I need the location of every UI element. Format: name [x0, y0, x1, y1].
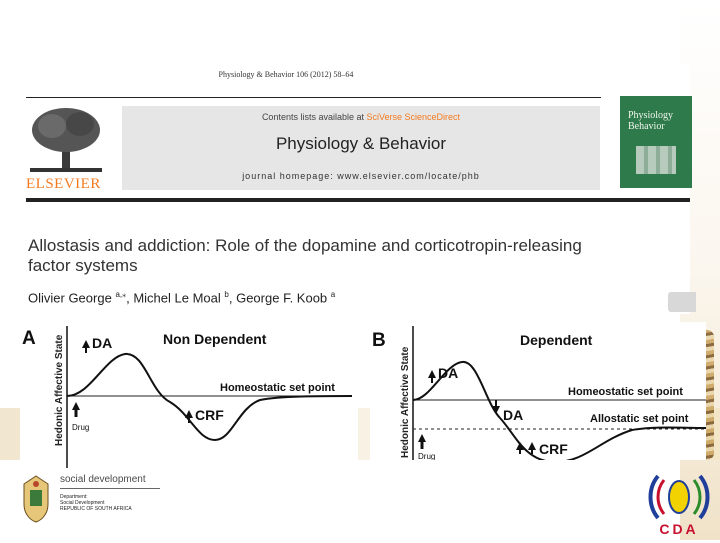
up-arrow-icon	[82, 340, 90, 348]
up-arrow-icon	[418, 434, 426, 442]
header-rule	[26, 97, 601, 98]
department-text	[60, 494, 170, 512]
cda-logo	[646, 468, 712, 538]
panel-letter: A	[22, 328, 36, 349]
coat-of-arms-icon	[18, 474, 54, 524]
cover-artwork	[636, 146, 676, 174]
author-affiliation: a	[330, 290, 336, 299]
author-affiliation: b	[224, 290, 229, 299]
da-decrease-label: DA	[503, 407, 524, 423]
contents-line	[122, 112, 600, 122]
down-arrow-stem	[495, 400, 497, 407]
panel-title: Non Dependent	[163, 331, 267, 347]
department-text-line: Department:	[60, 494, 88, 500]
panel-letter: B	[372, 330, 386, 351]
journal-homepage: journal homepage: www.elsevier.com/locate/phb	[242, 171, 480, 181]
up-arrow-stem	[519, 449, 521, 454]
up-arrow-icon	[428, 370, 436, 378]
article-header-image	[26, 64, 690, 314]
panel-title: Dependent	[520, 332, 593, 348]
slide-tab-handle	[668, 292, 696, 312]
drug-label: Drug	[72, 423, 90, 432]
trough-label: CRF	[539, 441, 568, 457]
up-arrow-icon	[72, 402, 80, 410]
cover-title: Physiology Behavior	[628, 110, 674, 132]
homeostatic-set-point-label: Homeostatic set point	[568, 386, 683, 398]
article-title-line2: factor systems	[28, 256, 138, 275]
up-arrow-stem	[531, 449, 533, 454]
author-affiliation: a,⁎	[115, 290, 127, 299]
up-arrow-stem	[85, 347, 87, 353]
trough-label: CRF	[195, 407, 224, 423]
up-arrow-stem	[421, 441, 424, 449]
author-name: Michel Le Moal	[133, 290, 221, 306]
up-arrow-stem	[75, 409, 78, 417]
up-arrow-icon	[528, 442, 536, 450]
journal-citation: Physiology & Behavior 106 (2012) 58–64	[218, 70, 354, 79]
cda-text: CDA	[659, 521, 699, 537]
hedonic-curve	[67, 354, 352, 440]
department-text-line: REPUBLIC OF SOUTH AFRICA	[60, 506, 132, 512]
department-rule	[60, 488, 160, 489]
department-text-line: Social Development	[60, 500, 105, 506]
journal-cover	[620, 96, 692, 188]
y-axis-label: Hedonic Affective State	[400, 346, 411, 458]
up-arrow-icon	[185, 410, 193, 418]
figure-panel-a	[20, 322, 358, 468]
journal-name: Physiology & Behavior	[275, 134, 447, 153]
y-axis-label: Hedonic Affective State	[54, 334, 65, 446]
drug-label: Drug	[418, 452, 436, 460]
up-arrow-stem	[188, 417, 190, 423]
author-name: George F. Koob	[236, 290, 328, 306]
peak-label: DA	[92, 335, 113, 351]
publisher-name: ELSEVIER	[26, 176, 101, 192]
article-title-line1: Allostasis and addiction: Role of the dopamine and corticotropin-releasing	[28, 236, 582, 255]
up-arrow-stem	[431, 377, 433, 383]
department-brand: social development	[60, 474, 146, 485]
sciencedirect-link[interactable]: SciVerse ScienceDirect	[366, 112, 461, 122]
contents-prefix: Contents lists available at	[261, 112, 367, 122]
homeostatic-set-point-label: Homeostatic set point	[220, 382, 335, 394]
article-title	[28, 236, 668, 276]
author-name: Olivier George	[28, 290, 112, 306]
header-thick-rule	[26, 198, 690, 202]
author-list: Olivier George $^{a,⁎}$, Michel Le Moal $^b$, George F. Koob $^a$	[28, 290, 336, 306]
peak-label: DA	[438, 365, 459, 381]
allostatic-set-point-label: Allostatic set point	[590, 413, 689, 425]
journal-banner	[122, 106, 600, 190]
figure-panel-b	[370, 322, 706, 460]
